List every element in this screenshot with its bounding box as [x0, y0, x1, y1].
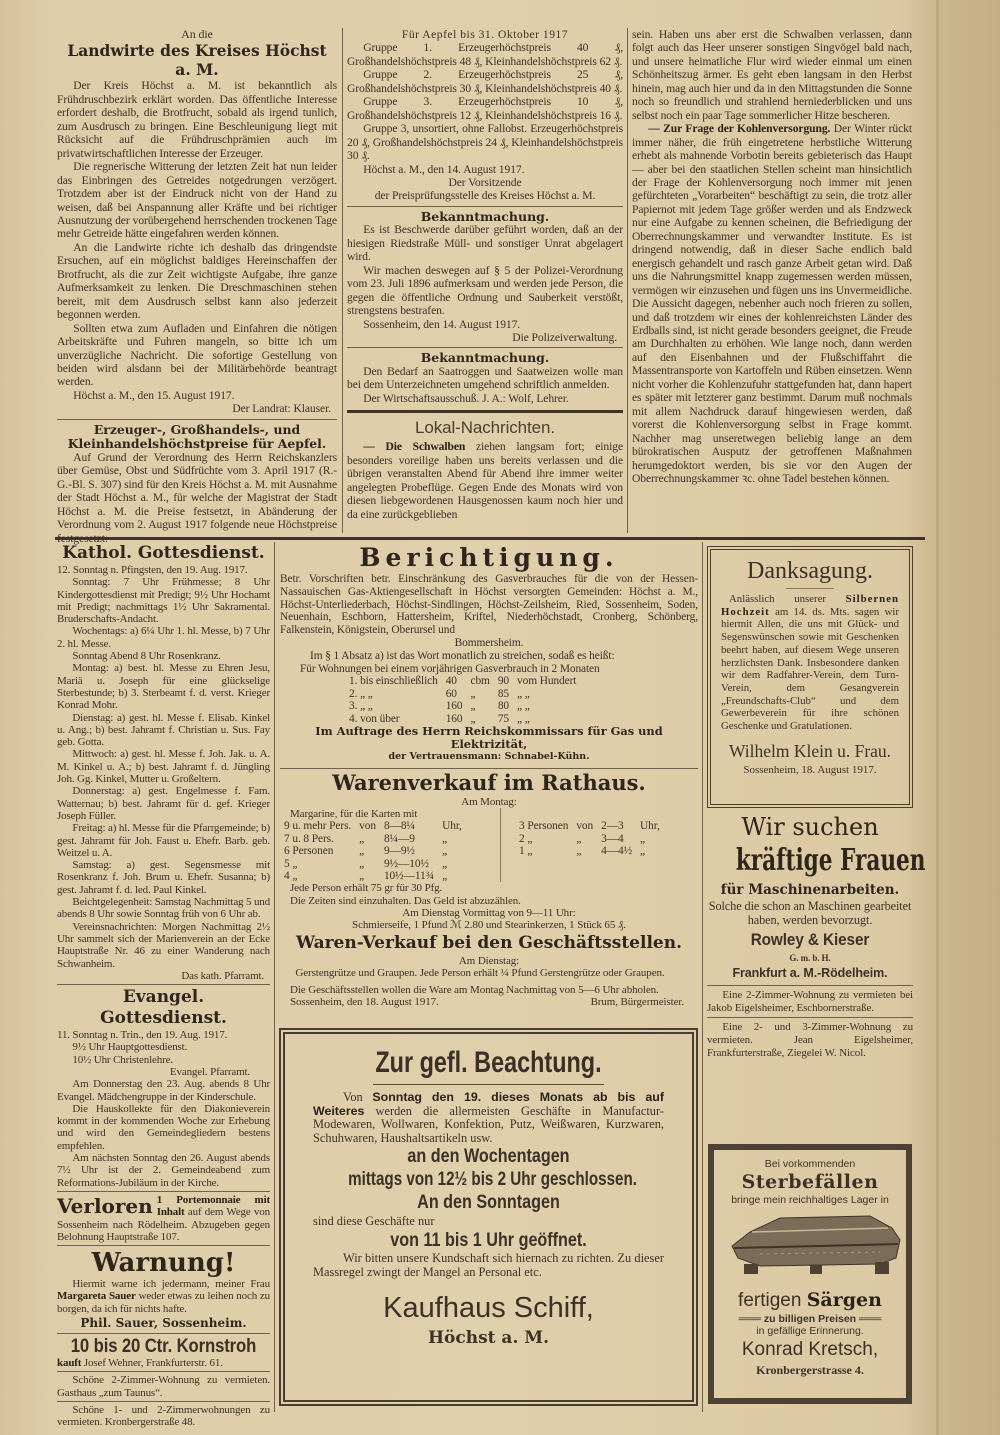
- table-cell: 160: [445, 712, 463, 725]
- table-cell: „: [359, 845, 365, 858]
- table-row: [280, 870, 466, 882]
- notice-title: Waren-Verkauf bei den Geschäftsstellen.: [295, 933, 683, 954]
- signature: Phil. Sauer, Sossenheim.: [80, 1316, 247, 1331]
- margarine-schedule-left: [280, 820, 466, 882]
- signature: der Preisprüfungsstelle des Kreises Höchst a. M.: [374, 189, 596, 203]
- service-list: [57, 1078, 270, 1189]
- note: Jede Person erhält 75 gr für 30 Pfg.: [290, 882, 443, 895]
- ad-headline: mittags von 12½ bis 2 Uhr geschlossen.: [348, 1169, 637, 1191]
- coffin-ad: [708, 1144, 912, 1404]
- paragraph: Es ist Beschwerde darüber geführt worden, daß an der hiesigen Riedstraße Müll- und sonstiger Unrat abgelagert wird.: [347, 223, 623, 264]
- column-divider: [702, 542, 703, 1412]
- service-times: [57, 1041, 270, 1066]
- emphasis: Särgen: [806, 1289, 882, 1311]
- paragraph: Gruppe 2. Erzeugerhöchstpreis 25 ₰, Großhandelshöchstpreis 30 ₰, Kleinhandelshöchstpreis 40 ₰.: [347, 68, 623, 95]
- table-cell: „: [359, 870, 365, 883]
- dateline: Höchst a. M., den 15. August 1917.: [73, 388, 235, 402]
- table-cell: cbm: [470, 675, 490, 688]
- notice-title: Warenverkauf im Rathaus.: [332, 770, 646, 795]
- ad-text: in gefällige Erinnerung.: [756, 1325, 864, 1337]
- item-label: Margarine, für die Karten mit: [290, 808, 418, 821]
- gas-table: [345, 675, 580, 725]
- table-row: [280, 833, 466, 845]
- table-cell: 10½—11¾: [383, 870, 435, 883]
- ad-title: Danksagung.: [747, 558, 873, 584]
- table-cell: „: [442, 857, 448, 870]
- paragraph: 9½ Uhr Hauptgottesdienst.: [72, 1041, 188, 1054]
- ad-subtitle: für Maschinenarbeiten.: [720, 882, 900, 898]
- paragraph: An die Landwirte richte ich deshalb das dringendste Ersuchen, auf ein möglichst baldiges Hereinschaffen der Brotfrucht, als die zur Zeit wichtigste Aufgabe, ihre ganze Aufmerksamkeit zu lenken. Die Dreschmaschinen stehen bereit, mit dem Ausdrusch selbst kann also jederzeit begonnen werden.: [57, 240, 337, 322]
- paragraph: Die Hauskollekte für den Diakonieverein kommt in der kommenden Woche zur Erhebung und wird den Gemeindegliedern bestens empfehlen.: [57, 1102, 270, 1152]
- rental-ad: Schöne 2-Zimmer-Wohnung zu vermieten. Gasthaus „zum Taunus“.: [57, 1374, 270, 1399]
- divider: [707, 1017, 913, 1018]
- table-cell: 8¼—9: [383, 832, 415, 845]
- town-hall-sale: [280, 770, 698, 1022]
- table-cell: 85: [497, 687, 510, 700]
- table-cell: „: [470, 687, 476, 700]
- paragraph: sein. Haben uns aber erst die Schwalben verlassen, dann folgt auch das Heer unserer sonstigen Singvögel bald nach, und unsere heimatliche Flur wird wieder einmal um einen Schönheitszug ärmer. Es geht eben langsam in den Herbst hinein, mag auch hier und da in den Mittagstunden die Sonne noch so freundlich und strahlend herniederblicken und uns selbst noch ein paar Tage sommerlicher Hitze bescheren.: [632, 28, 912, 122]
- table-cell: 1 „: [519, 845, 533, 858]
- table-row: [515, 845, 664, 857]
- ad-text: ═══ zu billigen Preisen ═══: [738, 1313, 882, 1325]
- paragraph: Sonntag: 7 Uhr Frühmesse; 8 Uhr Kindergottesdienst mit Predigt; 9½ Uhr Hochamt mit Predigt; nachmittags 1½ Uhr Sakramental. Bruderschafts-Andacht.: [57, 576, 270, 626]
- ad-title: 10 bis 20 Ctr. Kornstroh: [70, 1336, 257, 1358]
- paragraph: Gruppe 1. Erzeugerhöchstpreis 40 ₰, Großhandelshöchstpreis 48 ₰, Kleinhandelshöchstpreis 62 ₰.: [347, 41, 623, 68]
- company-name: Kaufhaus Schiff,: [383, 1291, 594, 1324]
- page-edge: [936, 0, 939, 1435]
- ad-text: [57, 1357, 270, 1369]
- table-cell: 9—9½: [383, 845, 415, 858]
- text: Sossenheim, 18. August 1917.: [743, 763, 877, 776]
- table-cell: 9 u. mehr Pers.: [284, 820, 352, 833]
- paragraph: Sonntag Abend 8 Uhr Rosenkranz.: [72, 650, 221, 663]
- day-label: Am Montag:: [461, 796, 517, 808]
- ad-headline: von 11 bis 1 Uhr geöffnet.: [390, 1230, 587, 1252]
- left-column: [57, 543, 270, 1429]
- table-cell: „: [442, 870, 448, 883]
- table-cell: „: [576, 832, 582, 845]
- lead: — Die Schwalben: [363, 440, 466, 454]
- table-cell: „: [640, 845, 646, 858]
- table-cell: 160: [445, 700, 463, 713]
- table-cell: 60: [445, 687, 457, 700]
- divider: [280, 768, 698, 769]
- paragraph: Wir machen deswegen auf § 5 der Polizei-Verordnung vom 23. Juli 1896 aufmerksam und werden jede Person, die gegen die öffentliche Ordnung und Sauberkeit verstößt, strengstens bestrafen.: [347, 263, 623, 318]
- items: Schmierseife, 1 Pfund ℳ 2.80 und Stearinkerzen, 1 Stück 65 ₰.: [352, 919, 626, 932]
- ad-text: sind diese Geschäfte nur: [313, 1214, 435, 1229]
- notice-footer: der Vertrauensmann: Schnabel-Kühn.: [388, 750, 590, 762]
- dateline: Höchst a. M., den 14. August 1917.: [363, 162, 525, 176]
- paragraph: Gruppe 3, unsortiert, ohne Fallobst. Erzeugerhöchstpreis 20 ₰, Großhandelshöchstpreis 24 ₰, Kleinhandelshöchstpreis 30 ₰.: [347, 122, 623, 163]
- company-name: Konrad Kretsch,: [741, 1339, 879, 1360]
- notice-text: Betr. Vorschriften betr. Einschränkung des Gasverbrauches für die von der Hessen-Nassauischen Gas-Aktiengesellschaft in Höchst versorgten Gemeinden: Höchst a. M., Höchst-Unterliederbach, Höchst-Sindlingen, Höchst-Zeilsheim, Ried, Sossenheim, Soden, Neuenhain, Eschborn, Hattersheim, Kriftel, Niederhöchstadt, Cronberg, Schönberg, Falkenstein, Königstein, Oberursel und: [280, 573, 698, 637]
- table-cell: 4—4½: [601, 845, 633, 858]
- divider: [57, 419, 337, 420]
- section-title: Evangel. Gottesdienst.: [100, 987, 227, 1029]
- day-label: Am Dienstag Vormittag von 9—11 Uhr:: [402, 906, 576, 919]
- table-row: [280, 858, 466, 870]
- notice-text: Im § 1 Absatz a) ist das Wort monatlich zu streichen, sodaß es heißt:: [310, 649, 615, 662]
- table-cell: „: [359, 832, 365, 845]
- table-cell: „: [470, 712, 476, 725]
- company-place: Höchst a. M.: [427, 1327, 550, 1348]
- text: zu billigen Preisen: [763, 1313, 857, 1325]
- dateline: Sossenheim, den 18. August 1917.: [290, 995, 439, 1008]
- rental-ad: Eine 2- und 3-Zimmer-Wohnung zu vermieten. Jean Eigelsheimer, Frankfurterstraße, Ziegelei W. Nicol.: [707, 1021, 913, 1059]
- signature: Brum, Bürgermeister.: [590, 995, 684, 1008]
- table-cell: 9½—10½: [383, 857, 429, 870]
- dateline: Sossenheim, den 14. August 1917.: [363, 317, 521, 331]
- signature: Wilhelm Klein u. Frau.: [728, 740, 892, 761]
- service-date: 11. Sonntag n. Trin., den 19. Aug. 1917.: [57, 1029, 228, 1042]
- table-cell: 75: [497, 712, 510, 725]
- paragraph: Am nächsten Sonntag den 26. August abends 7½ Uhr ist der 2. Gemeindeabend zum Reformations-Jubiläum in der Kirche.: [57, 1152, 270, 1189]
- article-body: [57, 79, 337, 388]
- company-place: Frankfurt a. M.-Rödelheim.: [732, 966, 888, 981]
- divider: [57, 1191, 270, 1192]
- dateline: [721, 764, 899, 776]
- signature: Evangel. Pfarramt.: [169, 1065, 250, 1078]
- paragraph: Dienstag: a) gest. hl. Messe f. Elisab. Kinkel u. Ang.; b) best. Jahramt f. Christian u. Sus. Fay geb. Gotta.: [57, 711, 270, 749]
- divider: [57, 1371, 270, 1372]
- table-cell: 80: [497, 700, 510, 713]
- table-cell: „: [359, 857, 365, 870]
- section-title: Kathol. Gottesdienst.: [62, 543, 265, 563]
- ad-text: bringe mein reichhaltiges Lager in: [731, 1194, 889, 1206]
- rental-ad: Schöne 1- und 2-Zimmerwohnungen zu vermieten. Kronbergerstraße 48.: [57, 1403, 270, 1429]
- table-cell: 8—8¼: [383, 820, 415, 833]
- table-cell: 40: [445, 675, 457, 688]
- table-cell: „ „: [517, 700, 530, 713]
- rental-ad: Eine 2-Zimmer-Wohnung zu vermieten bei Jakob Eigelsheimer, Eschbornerstraße.: [707, 989, 913, 1014]
- column-divider: [627, 28, 628, 533]
- table-cell: Uhr,: [442, 820, 462, 833]
- text: Hiermit warne ich jedermann, meiner Frau: [72, 1278, 270, 1291]
- table-cell: 3—4: [601, 832, 624, 845]
- column-3: [632, 28, 912, 534]
- text: Josef Wehner, Frankfurterstr. 61.: [81, 1357, 223, 1370]
- text: Anlässlich unserer: [729, 593, 846, 605]
- divider: [347, 410, 623, 413]
- divider: [57, 984, 270, 985]
- text: Von: [343, 1090, 373, 1104]
- text: am 14. ds. Mts. sagen wir hiermit Allen, die uns mit Glück- und Segenswünschen sowie mit Geschenken beehrt haben, auf diesem Wege unseren herzlichsten Dank. Insbesondere danken wir dem Radfahrer-Verein, dem Turn-Verein, dem Gesangverein „Freundschafts-Club“ und dem Gewerbeverein für ihre schönen Geschenke und Gratulationen.: [721, 605, 899, 733]
- table-cell: „ „: [517, 712, 530, 725]
- paragraph: Beichtgelegenheit: Samstag Nachmittag 5 und abends 8 Uhr sowie Sonntag früh von 6 Uhr ab.: [57, 896, 270, 921]
- table-cell: „: [640, 832, 646, 845]
- service-date: 12. Sonntag n. Pfingsten, den 19. Aug. 1917.: [57, 564, 248, 576]
- coffin-illustration: [720, 1210, 910, 1284]
- paragraph: Sollten etwa zum Aufladen und Einfahren die nötigen Arbeitskräfte und Fuhren mangeln, so bitte ich um unverzügliche Nachricht. Die sofortige Gestellung von beiden wird alsdann bei der Militärbehörde beantragt werden.: [57, 321, 337, 389]
- ad-title: Verloren: [57, 1193, 153, 1218]
- paragraph: Samstag: a) gest. Segensmesse mit Rosenkranz f. Joh. Brum u. Ehefr. Susanna; b) gest. Jahramt f. d. led. Paul Kinkel.: [57, 859, 270, 896]
- danksagung-ad: [707, 546, 913, 808]
- signature: Das kath. Pfarramt.: [181, 969, 264, 982]
- divider: [57, 1333, 270, 1334]
- ad-text: [313, 1091, 664, 1145]
- article-title: Bekanntmachung.: [420, 350, 550, 366]
- price-groups: [347, 41, 623, 162]
- table-cell: 5 „: [284, 857, 298, 870]
- paragraph: [57, 1278, 270, 1315]
- text: werden die allermeisten Geschäfte in Manufactur-Modewaren, Wollwaren, Konfektion, Putz, Weißwaren, Kurzwaren, Schuhwaren, Haushaltsartikeln usw.: [313, 1103, 664, 1145]
- notice-text: Bommersheim.: [454, 636, 524, 649]
- ad-text: Solche die schon an Maschinen gearbeitet haben, werden bevorzugt.: [708, 899, 912, 927]
- table-cell: Uhr,: [640, 820, 660, 833]
- ad-title: kräftige Frauen: [735, 843, 926, 878]
- note: Die Zeiten sind einzuhalten. Das Geld ist abzuzählen.: [290, 894, 521, 907]
- paragraph: Gruppe 3. Erzeugerhöchstpreis 10 ₰, Großhandelshöchstpreis 12 ₰, Kleinhandelshöchstpreis 16 ₰.: [347, 95, 623, 122]
- ad-headline: An den Sonntagen: [417, 1192, 560, 1214]
- table-cell: „: [470, 700, 476, 713]
- table-cell: „: [442, 832, 448, 845]
- section-divider: [55, 537, 925, 540]
- divider: [707, 985, 913, 986]
- text: ziehen langsam fort; einige besonders voreilige haben uns bereits verlassen und die übrigen veranstalten Abend für Abend ihre immer weiter angelegten Probeflüge. Gegen Ende des Monats wird von diesen liebgewordenen Hausgenossen kaum noch hier und da eine zurückgeblieben: [347, 440, 623, 521]
- service-list: [57, 576, 270, 970]
- table-cell: 2 „: [519, 832, 533, 845]
- day-label: Am Dienstag:: [458, 955, 520, 968]
- table-row: [345, 700, 580, 712]
- ad-headline: an den Wochentagen: [407, 1146, 570, 1168]
- right-column-ads: [707, 812, 926, 1142]
- ad-title: [720, 1288, 900, 1313]
- table-cell: „: [576, 845, 582, 858]
- table-cell: 3. „ „: [349, 700, 373, 713]
- table-row: [515, 833, 664, 845]
- text: weder etwas zu leihen noch zu borgen, da ich für nichts hafte.: [57, 1290, 270, 1315]
- ad-title: Warnung!: [91, 1248, 236, 1279]
- article-title: Erzeuger-, Großhandels-, und Kleinhandelshöchstpreise für Aepfel.: [67, 421, 327, 451]
- table-cell: 1. bis einschließlich: [349, 675, 438, 688]
- ad-title: Sterbefällen: [741, 1171, 879, 1193]
- paragraph: Freitag: a) hl. Messe für die Pfarrgemeinde; b) gest. Jahramt für Joh. Faust u. Ehefr. Barb. geb. Weitzel u. A.: [57, 822, 270, 859]
- ad-text: [721, 593, 899, 733]
- paragraph: Wochentags: a) 6¼ Uhr 1. hl. Messe, b) 7 Uhr 2. hl. Messe.: [57, 625, 270, 650]
- divider: [347, 347, 623, 348]
- column-divider: [342, 28, 343, 533]
- lead: kauft: [57, 1357, 82, 1370]
- table-row: [280, 845, 466, 857]
- table-row: [515, 820, 664, 832]
- kaufhaus-schiff-ad: [279, 1028, 698, 1406]
- table-row: [345, 675, 580, 687]
- company-form: G. m. b. H.: [789, 952, 831, 963]
- divider: [57, 1245, 270, 1246]
- kicker: An die: [181, 27, 213, 41]
- column-divider: [274, 542, 275, 1412]
- text: Der Winter rückt immer näher, die früh eingetretene herbstliche Witterung erhebt als mahnende Vorbotin bereits gebieterisch das Haupt — aber bei den staatlichen Stellen scheint man hinsichtlich der Frage der Kohlenversorgung noch immer mit jenen gefürchteten „Vorarbeiten“ beschäftigt zu sein, die trotz aller Papiernot mit jedem Tage größer werden und als Endzweck nur eine Aufgabe zu kennen scheinen, die Befriedigung der Oberrechnungskammer und verwandter Institute. Es ist dringend notwendig, daß in dieser Sache endlich bald energisch gehandelt und rasch ganze Arbeit getan wird. Daß uns die Nahrungsmittel knapp zugemessen werden müssen, vermögen wir einzusehen und fügen uns ins Unvermeidliche. Die Aussicht dagegen, nebenher auch noch frieren zu sollen, und daß trotzdem wir eines der kohlenreichsten Länder des Erdballs sind, ist nicht gerade besonders geeignet, die Freude am Durchhalten zu erhöhen. Wie lange noch, dann werden auf den Eisenbahnen und der Flußschiffahrt die Massentransporte von Kartoffeln und Rüben einsetzen. Wenn nicht vorher die Kohlenzufuhr stattgefunden hat, dann hapert es später mit letzterer ganz bestimmt. Darum muß nochmals mit allem Nachdruck darauf hingewiesen werden, daß vorerst die Kohlenversorgung selbst in Frage kommt. Nachher mag unseretwegen beliebig lange an dem bürokratischen Ausputz der getroffenen Maßnahmen herumgedoktort werden, bis sie vor den Augen der Oberrechnungskammer ꝛc. ohne Tadel bestehen können.: [632, 122, 912, 485]
- table-row: [345, 688, 580, 700]
- paragraph: [632, 122, 912, 485]
- table-cell: 7 u. 8 Pers.: [284, 832, 334, 845]
- paragraph: Donnerstag: a) gest. Engelmesse f. Fam. Watternau; b) best. Jahramt für d. gef. Krieger Joseph Füller.: [57, 785, 270, 822]
- article-title: Landwirte des Kreises Höchst a. M.: [67, 41, 327, 80]
- lead: 1 Portemonnaie mit Inhalt: [156, 1193, 270, 1219]
- table-cell: „ „: [517, 687, 530, 700]
- table-cell: 2—3: [601, 820, 624, 833]
- paragraph: 10½ Uhr Christenlehre.: [72, 1053, 173, 1066]
- article-body: [347, 223, 623, 317]
- margarine-schedule-right: [515, 820, 664, 857]
- ad-text: Bei vorkommenden: [764, 1158, 856, 1170]
- name: Margareta Sauer: [57, 1290, 136, 1303]
- lead: — Zur Frage der Kohlenversorgung.: [648, 122, 831, 136]
- company-name: Rowley & Kieser: [750, 929, 870, 949]
- table-cell: 4. von über: [349, 712, 400, 725]
- section-title: Lokal-Nachrichten.: [415, 418, 555, 438]
- text: fertigen: [738, 1290, 807, 1311]
- paragraph: Montag: a) best. hl. Messe zu Ehren Jesu, Mariä u. Joseph für eine glückselige Sterbestunde; b) 3. Sterbeamt f. d. verst. Krieger Konrad Mohr.: [57, 662, 270, 712]
- table-cell: 4 „: [284, 870, 298, 883]
- column-1: [57, 28, 337, 534]
- article-title: Bekanntmachung.: [420, 208, 550, 224]
- paragraph: Die regnerische Witterung der letzten Zeit hat nun leider das Einbringen des Getreides notgedrungen verzögert. Trotzdem aber ist der Eindruck nicht von der Hand zu weisen, daß bei Anspannung aller Kräfte und bei richtiger Ausnutzung der vorübergehend herrschenden trockenen Tage mehr Getreide hätte eingefahren werden können.: [57, 160, 337, 241]
- paragraph: Am Donnerstag den 23. Aug. abends 8 Uhr Evangel. Mädchengruppe in der Kinderschule.: [57, 1078, 270, 1103]
- paragraph: Vereinsnachrichten: Morgen Nachmittag 2½ Uhr sammelt sich der Marienverein an der Ecke Hauptstraße Nr. 46 zu einer Wanderung nach Schwanheim.: [57, 920, 270, 970]
- divider: [347, 206, 623, 207]
- table-cell: von: [359, 820, 376, 833]
- ad-text: Wir bitten unsere Kundschaft sich hiernach zu richten. Zu dieser Massregel zwingt der Mangel an Personal etc.: [313, 1251, 664, 1279]
- signature: Der Vorsitzende: [448, 175, 522, 189]
- notice-title: Berichtigung.: [359, 543, 619, 572]
- table-cell: 90: [497, 675, 510, 688]
- ad-title: Wir suchen: [741, 813, 879, 841]
- table-cell: von: [576, 820, 594, 833]
- notice-footer: Im Auftrage des Herrn Reichskommissars für Gas und Elektrizität,: [315, 724, 663, 751]
- table-cell: vom Hundert: [517, 675, 577, 688]
- text: auf dem Wege von Sossenheim nach Rödelheim. Abzugeben gegen Belohnung Hauptstraße 107.: [57, 1206, 270, 1243]
- table-cell: „: [442, 845, 448, 858]
- notice-text: Für Wohnungen bei einem vorjährigen Gasverbrauch in 2 Monaten: [300, 662, 600, 675]
- signature: Der Landrat: Klauser.: [232, 402, 331, 416]
- company-address: Kronbergerstrasse 4.: [756, 1363, 864, 1377]
- note: Die Geschäftsstellen wollen die Ware am Montag Nachmittag von 5—6 Uhr abholen.: [290, 983, 659, 996]
- signature: Der Wirtschaftsausschuß. J. A.: Wolf, Lehrer.: [363, 391, 569, 405]
- table-cell: 6 Personen: [284, 845, 334, 858]
- paragraph: [347, 440, 623, 521]
- signature: Die Polizeiverwaltung.: [512, 330, 617, 344]
- paragraph: Auf Grund der Verordnung des Herrn Reichskanzlers über Gemüse, Obst und Südfrüchte vom 3. April 1917 (R.-G.-Bl. S. 307) sind für den Kreis Höchst a. M. mit Ausnahme der Stadt Höchst a. M., für welche der Magistrat der Stadt Höchst a. M. die Preise festsetzt, in Abänderung der Verordnung vom 2. August 1917 folgende neue Höchstpreise: [57, 450, 337, 532]
- notice-text: Gerstengrütze und Graupen. Jede Person erhält ¼ Pfund Gerstengrütze oder Graupen.: [295, 967, 665, 980]
- table-cell: 3 Personen: [519, 820, 569, 833]
- ad-title: Zur gefl. Beachtung.: [375, 1046, 602, 1079]
- lost-ad: [57, 1194, 270, 1243]
- subheading: Für Aepfel bis 31. Oktober 1917: [401, 28, 569, 41]
- paragraph: Der Kreis Höchst a. M. ist bekanntlich als Frühdruschbezirk erklärt worden. Das öffentliche Interesse erfordert deshalb, die Brotfrucht, sobald als irgend tunlich, zum Ausdrusch zu bringen. Eine Beschleunigung liegt mit Rücksicht auf die Frühdruschprämien auch im privatwirtschaftlichen Interesse der Erzeuger.: [57, 79, 337, 160]
- paragraph: Den Bedarf an Saatroggen und Saatweizen wolle man bei dem Unterzeichneten umgehend schriftlich anmelden.: [347, 364, 623, 392]
- divider: [57, 1401, 270, 1402]
- table-cell: 2. „ „: [349, 687, 373, 700]
- table-row: [280, 820, 466, 832]
- emphasis: Silbernen Hochzeit: [721, 593, 899, 618]
- emphasis: Sonntag den 19. dieses Monats ab bis auf Weiteres: [313, 1090, 664, 1118]
- paragraph: Mittwoch: a) gest. hl. Messe f. Joh. Jak. u. A. M. Kinkel u. A.; b) best. Jahramt f. d. Jüngling Joh. Gg. Kinkel, Mutter u. Großeltern.: [57, 748, 270, 786]
- correction-notice: [280, 543, 698, 767]
- column-2: [347, 28, 623, 534]
